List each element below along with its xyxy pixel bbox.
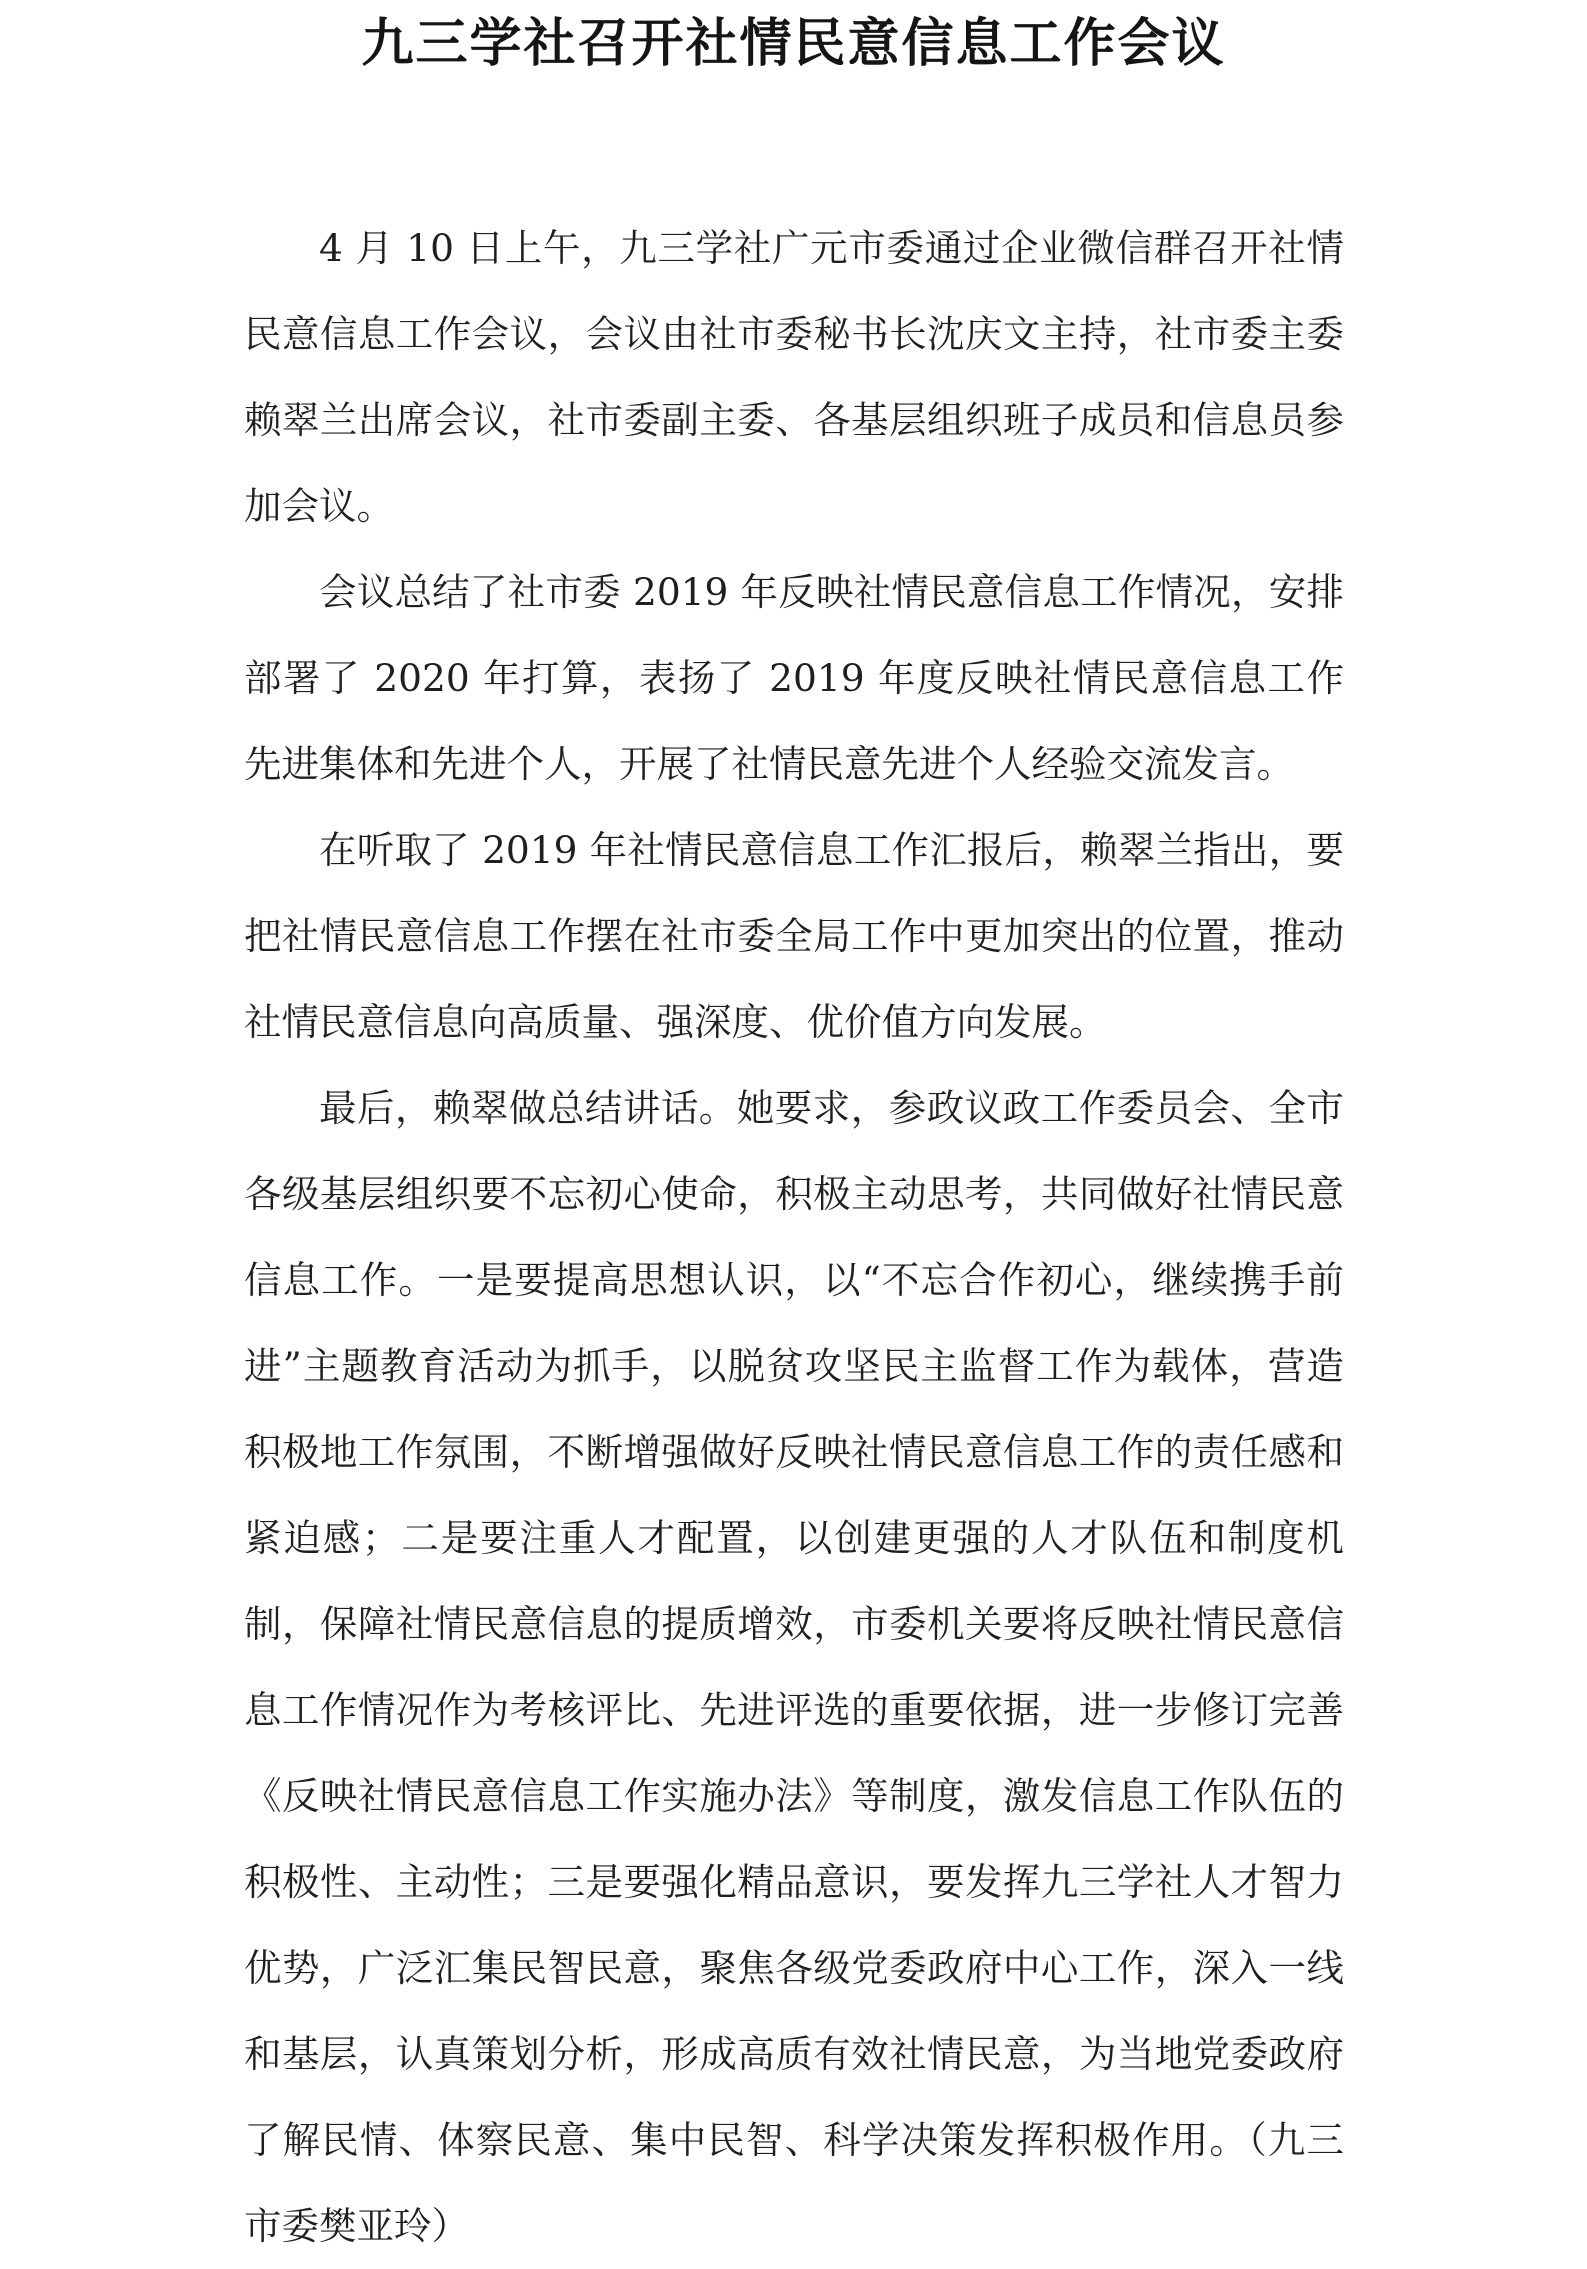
article-body (244, 205, 1344, 2269)
paragraph-remarks: 在听取了 2019 年社情民意信息工作汇报后，赖翠兰指出，要把社情民意信息工作摆在社市委全局工作中更加突出的位置，推动社情民意信息向高质量、强深度、优价值方向发展。 (244, 828, 1344, 1044)
paragraph-meeting-intro: 4 月 10 日上午，九三学社广元市委通过企业微信群召开社情民意信息工作会议，会议由社市委秘书长沈庆文主持，社市委主委赖翠兰出席会议，社市委副主委、各基层组织班子成员和信息员参加会议。 (244, 226, 1344, 528)
paragraph-closing-speech: 最后，赖翠做总结讲话。她要求，参政议政工作委员会、全市各级基层组织要不忘初心使命，积极主动思考，共同做好社情民意信息工作。一是要提高思想认识，以“不忘合作初心，继续携手前进”主题教育活动为抓手，以脱贫攻坚民主监督工作为载体，营造积极地工作氛围，不断增强做好反映社情民意信息工作的责任感和紧迫感；二是要注重人才配置，以创建更强的人才队伍和制度机制，保障社情民意信息的提质增效，市委机关要将反映社情民意信息工作情况作为考核评比、先进评选的重要依据，进一步修订完善《反映社情民意信息工作实施办法》等制度，激发信息工作队伍的积极性、主动性；三是要强化精品意识，要发挥九三学社人才智力优势，广泛汇集民智民意，聚焦各级党委政府中心工作，深入一线和基层，认真策划分析，形成高质有效社情民意，为当地党委政府了解民情、体察民意、集中民智、科学决策发挥积极作用。（九三市委樊亚玲） (244, 1086, 1344, 2248)
paragraph-meeting-summary: 会议总结了社市委 2019 年反映社情民意信息工作情况，安排部署了 2020 年打算，表扬了 2019 年度反映社情民意信息工作先进集体和先进个人，开展了社情民意先进个人经验交流发言。 (244, 570, 1344, 786)
document-title: 九三学社召开社情民意信息工作会议 (361, 14, 1226, 74)
